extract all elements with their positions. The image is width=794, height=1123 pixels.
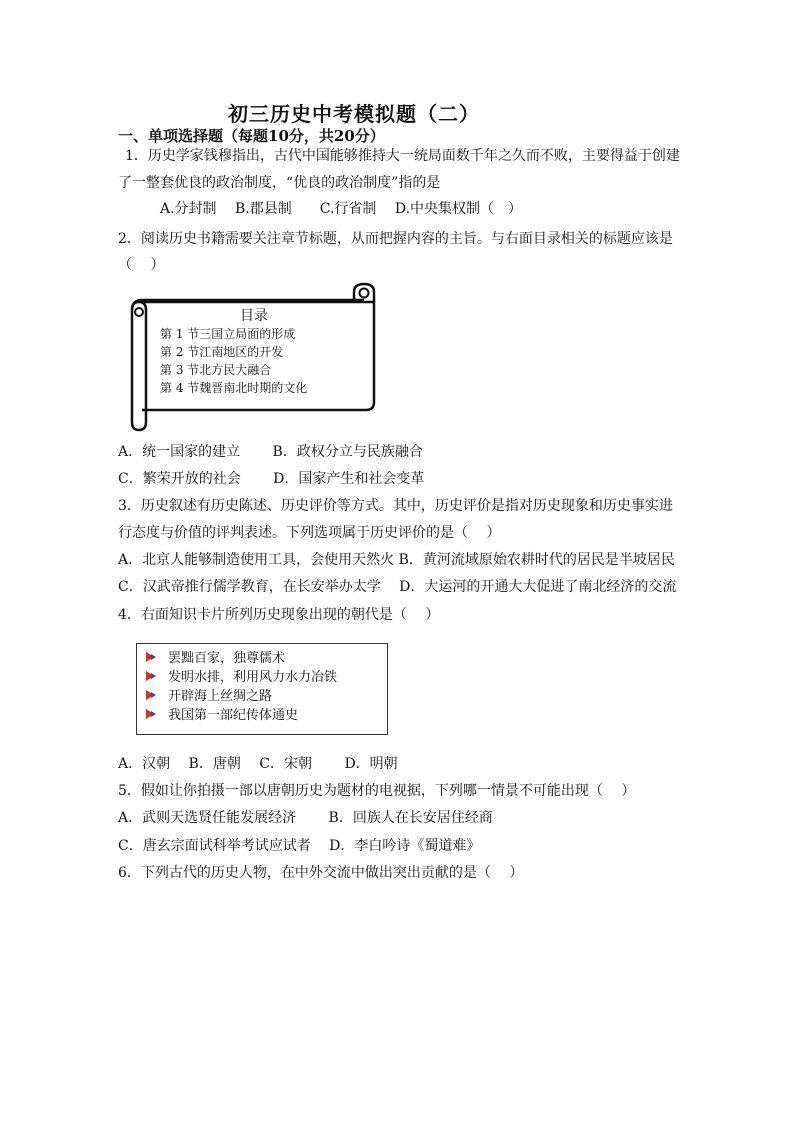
section-heading: 一、单项选择题（每题10分，共20分） xyxy=(118,127,385,145)
q4-stem: 4．右面知识卡片所列历史现象出现的朝代是（ ） xyxy=(118,607,440,623)
q3-options-cd: C．汉武帝推行儒学教育，在长安举办太学 D．大运河的开通大大促进了南北经济的交流 xyxy=(118,579,677,595)
page-title: 初三历史中考模拟题（二） xyxy=(228,102,480,126)
toc-item: 第 3 节北方民大融合 xyxy=(160,363,272,377)
q5-stem: 5．假如让你拍摄一部以唐朝历史为题材的电视据，下列哪一情景不可能出现（ ） xyxy=(118,783,636,799)
toc-item: 第 2 节江南地区的开发 xyxy=(160,345,284,359)
card-item-text: 发明水排，利用风力水力冶铁 xyxy=(168,670,338,685)
q5-options-cd: C．唐玄宗面试科举考试应试者 D．李白吟诗《蜀道难》 xyxy=(118,838,481,854)
toc-item: 第 4 节魏晋南北时期的文化 xyxy=(160,381,308,395)
q3-options-ab: A．北京人能够制造使用工具，会使用天然火 B．黄河流域原始农耕时代的居民是半坡居民 xyxy=(118,552,675,568)
q1-stem-line1: 1．历史学家钱穆指出，古代中国能够推持大一统局面数千年之久而不败，主要得益于创建 xyxy=(125,148,680,164)
toc-item: 第 1 节三国立局面的形成 xyxy=(160,327,296,341)
card-item xyxy=(144,670,337,686)
q6-stem: 6．下列古代的历史人物，在中外交流中做出突出贡献的是（ ） xyxy=(118,865,524,881)
q2-stem-line2: （ ） xyxy=(118,257,165,273)
card-item xyxy=(144,651,285,667)
q2-options-ab: A．统一国家的建立 B．政权分立与民族融合 xyxy=(118,444,423,460)
q4-options: A．汉朝 B．唐朝 C．宋朝 D．明朝 xyxy=(118,756,398,772)
q1-options: A.分封制 B.郡县制 C.行省制 D.中央集权制（ ） xyxy=(160,201,523,217)
card-item-text: 开辟海上丝绸之路 xyxy=(168,689,273,704)
toc-title: 目录 xyxy=(240,308,268,324)
card-item xyxy=(144,708,298,724)
q3-stem-line1: 3．历史叙述有历史陈述、历史评价等方式。其中，历史评价是指对历史现象和历史事实进 xyxy=(118,498,673,514)
arrow-bullet-icon xyxy=(144,708,160,720)
card-item xyxy=(144,689,272,705)
card-item-text: 我国第一部纪传体通史 xyxy=(168,708,299,723)
q5-options-ab: A．武则天选贤任能发展经济 B．回族人在长安居住经商 xyxy=(118,810,493,826)
q2-stem-line1: 2．阅读历史书籍需要关注章节标题，从而把握内容的主旨。与右面目录相关的标题应该是 xyxy=(118,231,673,247)
arrow-bullet-icon xyxy=(144,651,160,663)
arrow-bullet-icon xyxy=(144,689,160,701)
card-item-text: 罢黜百家，独尊儒术 xyxy=(168,651,286,666)
arrow-bullet-icon xyxy=(144,670,160,682)
q1-stem-line2: 了一整套优良的政治制度，“优良的政治制度”指的是 xyxy=(118,175,441,191)
q3-stem-line2: 行态度与价值的评判表述。下列选项属于历史评价的是（ ） xyxy=(118,525,501,541)
q2-options-cd: C．繁荣开放的社会 D．国家产生和社会变革 xyxy=(118,471,425,487)
